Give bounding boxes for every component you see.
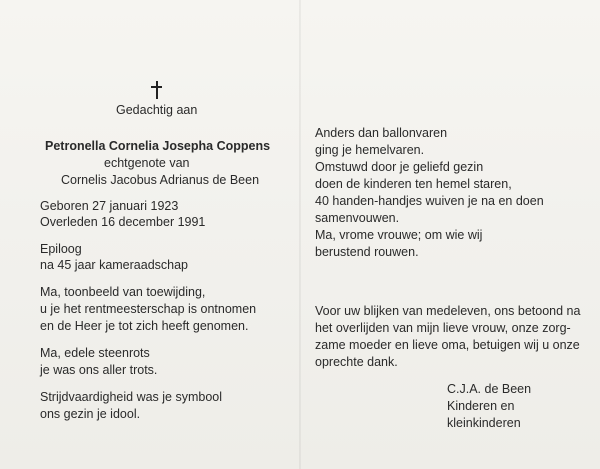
death-date: Overleden 16 december 1991 — [40, 215, 206, 229]
poem-line: en de Heer je tot zich heeft genomen. — [40, 319, 249, 333]
card-fold — [299, 0, 301, 469]
right-poem-line: ging je hemelvaren. — [315, 143, 425, 157]
spouse-name: Cornelis Jacobus Adrianus de Been — [61, 173, 260, 187]
thanks-line: zame moeder en lieve oma, betuigen wij u onze — [315, 338, 580, 352]
poem-line: Ma, toonbeeld van toewijding, — [40, 285, 206, 299]
poem-line: Ma, edele steenrots — [40, 346, 150, 360]
right-poem-line: Omstuwd door je geliefd gezin — [315, 160, 484, 174]
right-poem-line: Anders dan ballonvaren — [315, 126, 448, 140]
right-poem-line: Ma, vrome vrouwe; om wie wij — [315, 228, 483, 242]
signature-line: kleinkinderen — [447, 416, 521, 430]
birth-date: Geboren 27 januari 1923 — [40, 199, 179, 213]
signature-line: Kinderen en — [447, 399, 515, 413]
relation: echtgenote van — [104, 156, 190, 170]
right-poem-line: samenvouwen. — [315, 211, 400, 225]
cross-icon — [151, 81, 162, 99]
poem-line: ons gezin je idool. — [40, 407, 141, 421]
poem-line: je was ons aller trots. — [40, 363, 158, 377]
right-poem-line: berustend rouwen. — [315, 245, 419, 259]
right-poem-line: doen de kinderen ten hemel staren, — [315, 177, 512, 191]
thanks-line: het overlijden van mijn lieve vrouw, onze zorg- — [315, 321, 571, 335]
poem-line: Strijdvaardigheid was je symbool — [40, 390, 223, 404]
thanks-line: Voor uw blijken van medeleven, ons betoond na — [315, 304, 581, 318]
deceased-name: Petronella Cornelia Josepha Coppens — [45, 139, 271, 153]
dedication: Gedachtig aan — [116, 103, 198, 117]
poem-line: u je het rentmeesterschap is ontnomen — [40, 302, 257, 316]
right-poem-line: 40 handen-handjes wuiven je na en doen — [315, 194, 544, 208]
signature-line: C.J.A. de Been — [447, 382, 532, 396]
epilogue-subtitle: na 45 jaar kameraadschap — [40, 258, 189, 272]
thanks-line: oprechte dank. — [315, 355, 398, 369]
epilogue-title: Epiloog — [40, 242, 82, 256]
